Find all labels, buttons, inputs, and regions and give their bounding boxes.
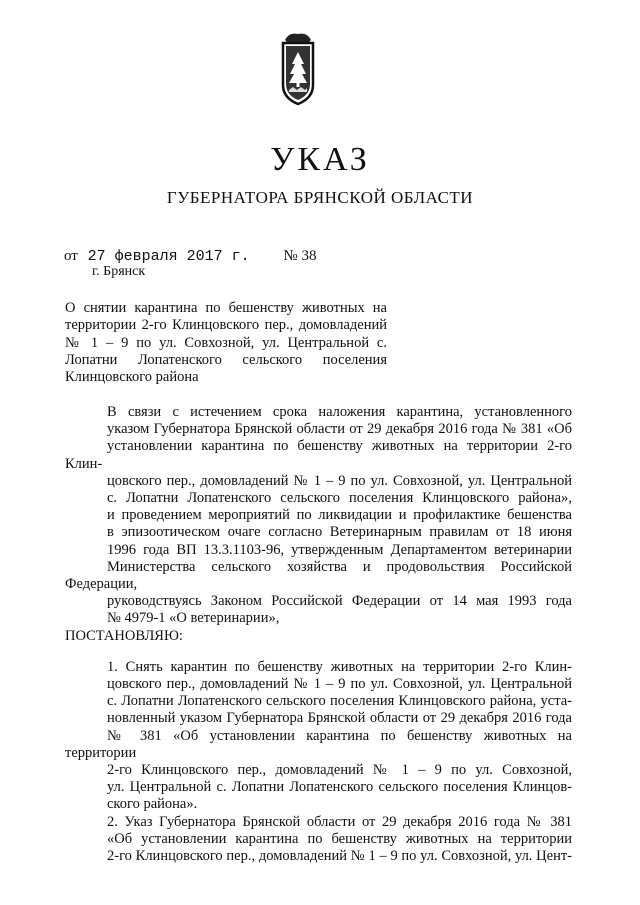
document-subtitle: ГУБЕРНАТОРА БРЯНСКОЙ ОБЛАСТИ bbox=[166, 188, 474, 207]
preamble-line: Министерства сельского хозяйства и продовольствия Российской Федерации, bbox=[65, 558, 572, 593]
preamble-line: 1996 года ВП 13.3.1103-96, утвержденным Департаментом ветеринарии bbox=[107, 541, 572, 558]
preamble-line: руководствуясь Законом Российской Федерации от 14 мая 1993 года bbox=[107, 593, 572, 610]
item-2-paragraph bbox=[65, 814, 572, 866]
preamble-paragraph bbox=[65, 404, 572, 628]
document-title: УКАЗ bbox=[270, 141, 370, 178]
item-1-line: с. Лопатни Лопатенского сельского поселения Клинцовского района, уста- bbox=[107, 693, 572, 710]
document-body bbox=[65, 404, 572, 865]
date-prefix: от bbox=[64, 248, 78, 264]
preamble-line: цовского пер., домовладений № 1 – 9 по ул. Совхозной, ул. Центральной bbox=[107, 472, 572, 489]
preamble-line: указом Губернатора Брянской области от 29 декабря 2016 года № 381 «Об bbox=[107, 421, 572, 438]
preamble-line: в эпизоотическом очаге согласно Ветеринарным правилам от 18 июня bbox=[107, 524, 572, 541]
preamble-line: № 4979-1 «О ветеринарии», bbox=[107, 610, 280, 627]
preamble-line: В связи с истечением срока наложения карантина, установленного bbox=[107, 404, 572, 420]
item-1-line: ул. Центральной с. Лопатни Лопатенского сельского поселения Клинцов- bbox=[107, 779, 572, 796]
item-2-line: «Об установлении карантина по бешенству животных на территории bbox=[107, 830, 572, 847]
document-number: № 38 bbox=[283, 248, 317, 264]
document-date-line bbox=[64, 248, 316, 265]
item-2-line: 2-го Клинцовского пер., домовладений № 1 – 9 по ул. Совхозной, ул. Цент- bbox=[107, 848, 572, 865]
item-1-line: ского района». bbox=[107, 796, 198, 813]
document-subject: О снятии карантина по бешенству животных на территории 2-го Клинцовского пер., домовладений № 1 – 9 по ул. Совхозной, ул. Центральной с. Лопатни Лопатенского сельского поселения Клинцовского района bbox=[65, 300, 387, 386]
coat-of-arms-emblem bbox=[273, 30, 323, 110]
item-1-line: новленный указом Губернатора Брянской области от 29 декабря 2016 года bbox=[107, 710, 572, 727]
preamble-line: установлении карантина по бешенству животных на территории 2-го Клин- bbox=[65, 438, 572, 472]
item-2-line: 2. Указ Губернатора Брянской области от 29 декабря 2016 года № 381 bbox=[107, 813, 572, 830]
decree-word: ПОСТАНОВЛЯЮ: bbox=[65, 627, 183, 644]
item-1-line: 1. Снять карантин по бешенству животных на территории 2-го Клин- bbox=[107, 658, 572, 675]
document-date: 27 февраля 2017 г. bbox=[87, 248, 250, 265]
document-city: г. Брянск bbox=[92, 264, 146, 279]
item-1-paragraph bbox=[65, 659, 572, 814]
item-1-line: 2-го Клинцовского пер., домовладений № 1 – 9 по ул. Совхозной, bbox=[107, 762, 572, 779]
item-1-line: цовского пер., домовладений № 1 – 9 по ул. Совхозной, ул. Центральной bbox=[107, 676, 572, 693]
item-1-line: № 381 «Об установлении карантина по бешенству животных на территории bbox=[65, 727, 572, 761]
preamble-line: и проведением мероприятий по ликвидации и профилактике бешенства bbox=[107, 507, 572, 524]
preamble-line: с. Лопатни Лопатенского сельского поселения Клинцовского района», bbox=[107, 490, 572, 507]
